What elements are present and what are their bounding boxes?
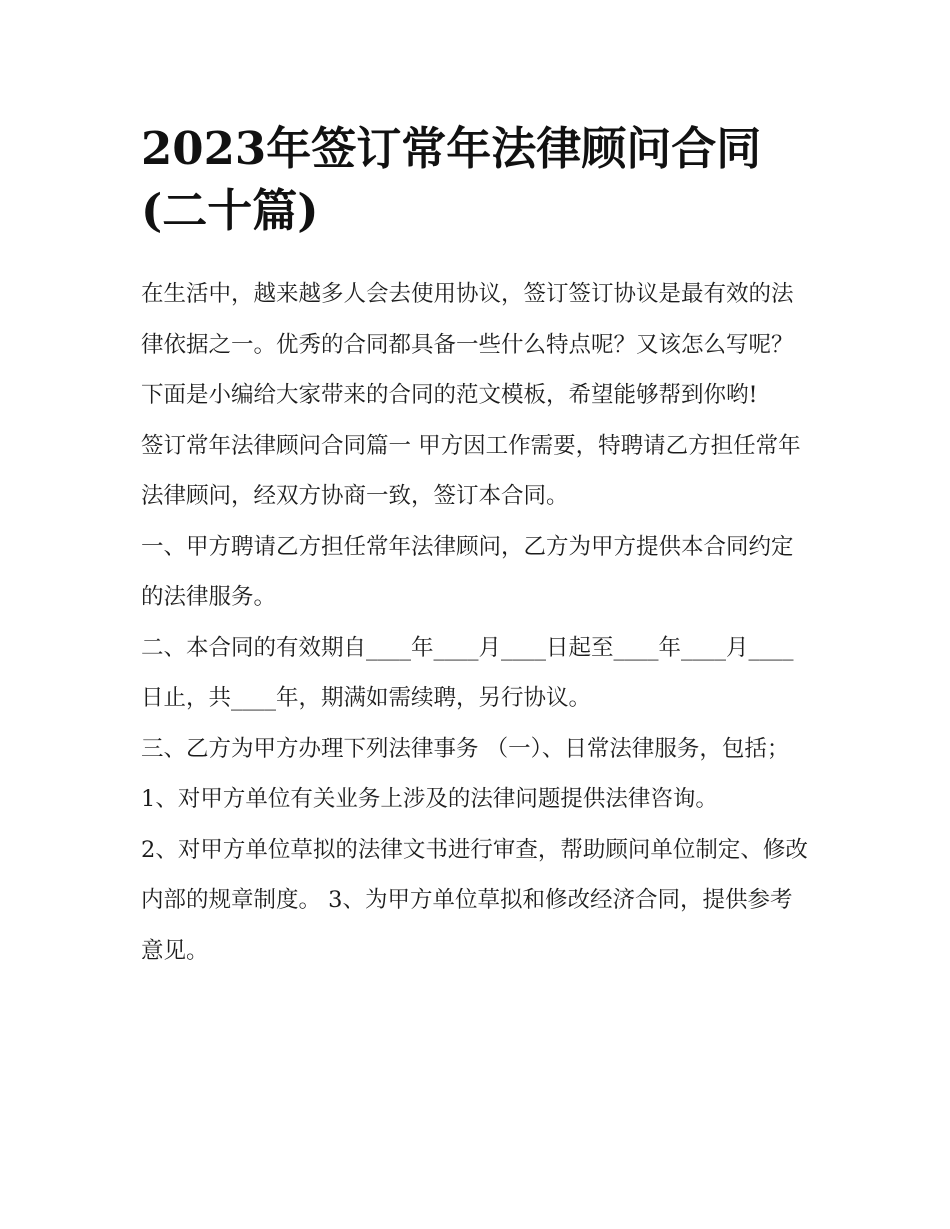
paragraph-clause-3-items: 2、对甲方单位草拟的法律文书进行审查，帮助顾问单位制定、修改内部的规章制度。 3、为甲方单位草拟和修改经济合同，提供参考意见。 xyxy=(141,836,808,964)
document-body xyxy=(141,269,813,976)
paragraph-clause-1: 一、甲方聘请乙方担任常年法律顾问，乙方为甲方提供本合同约定的法律服务。 xyxy=(141,533,794,610)
document-title: 2023年签订常年法律顾问合同(二十篇) xyxy=(141,122,762,237)
document-content xyxy=(141,118,813,976)
paragraph-clause-2: 二、本合同的有效期自____年____月____日起至____年____月____日止，共____年，期满如需续聘，另行协议。 xyxy=(141,634,794,711)
paragraph-clause-3: 三、乙方为甲方办理下列法律事务 （一）、日常法律服务，包括； 1、对甲方单位有关业务上涉及的法律问题提供法律咨询。 xyxy=(141,735,790,812)
paragraph-intro: 在生活中，越来越多人会去使用协议，签订签订协议是最有效的法律依据之一。优秀的合同都具备一些什么特点呢？又该怎么写呢？下面是小编给大家带来的合同的范文模板，希望能够帮到你哟! xyxy=(141,281,794,408)
paragraph-contract-opening: 签订常年法律顾问合同篇一 甲方因工作需要，特聘请乙方担任常年法律顾问，经双方协商一致，签订本合同。 xyxy=(141,432,801,509)
